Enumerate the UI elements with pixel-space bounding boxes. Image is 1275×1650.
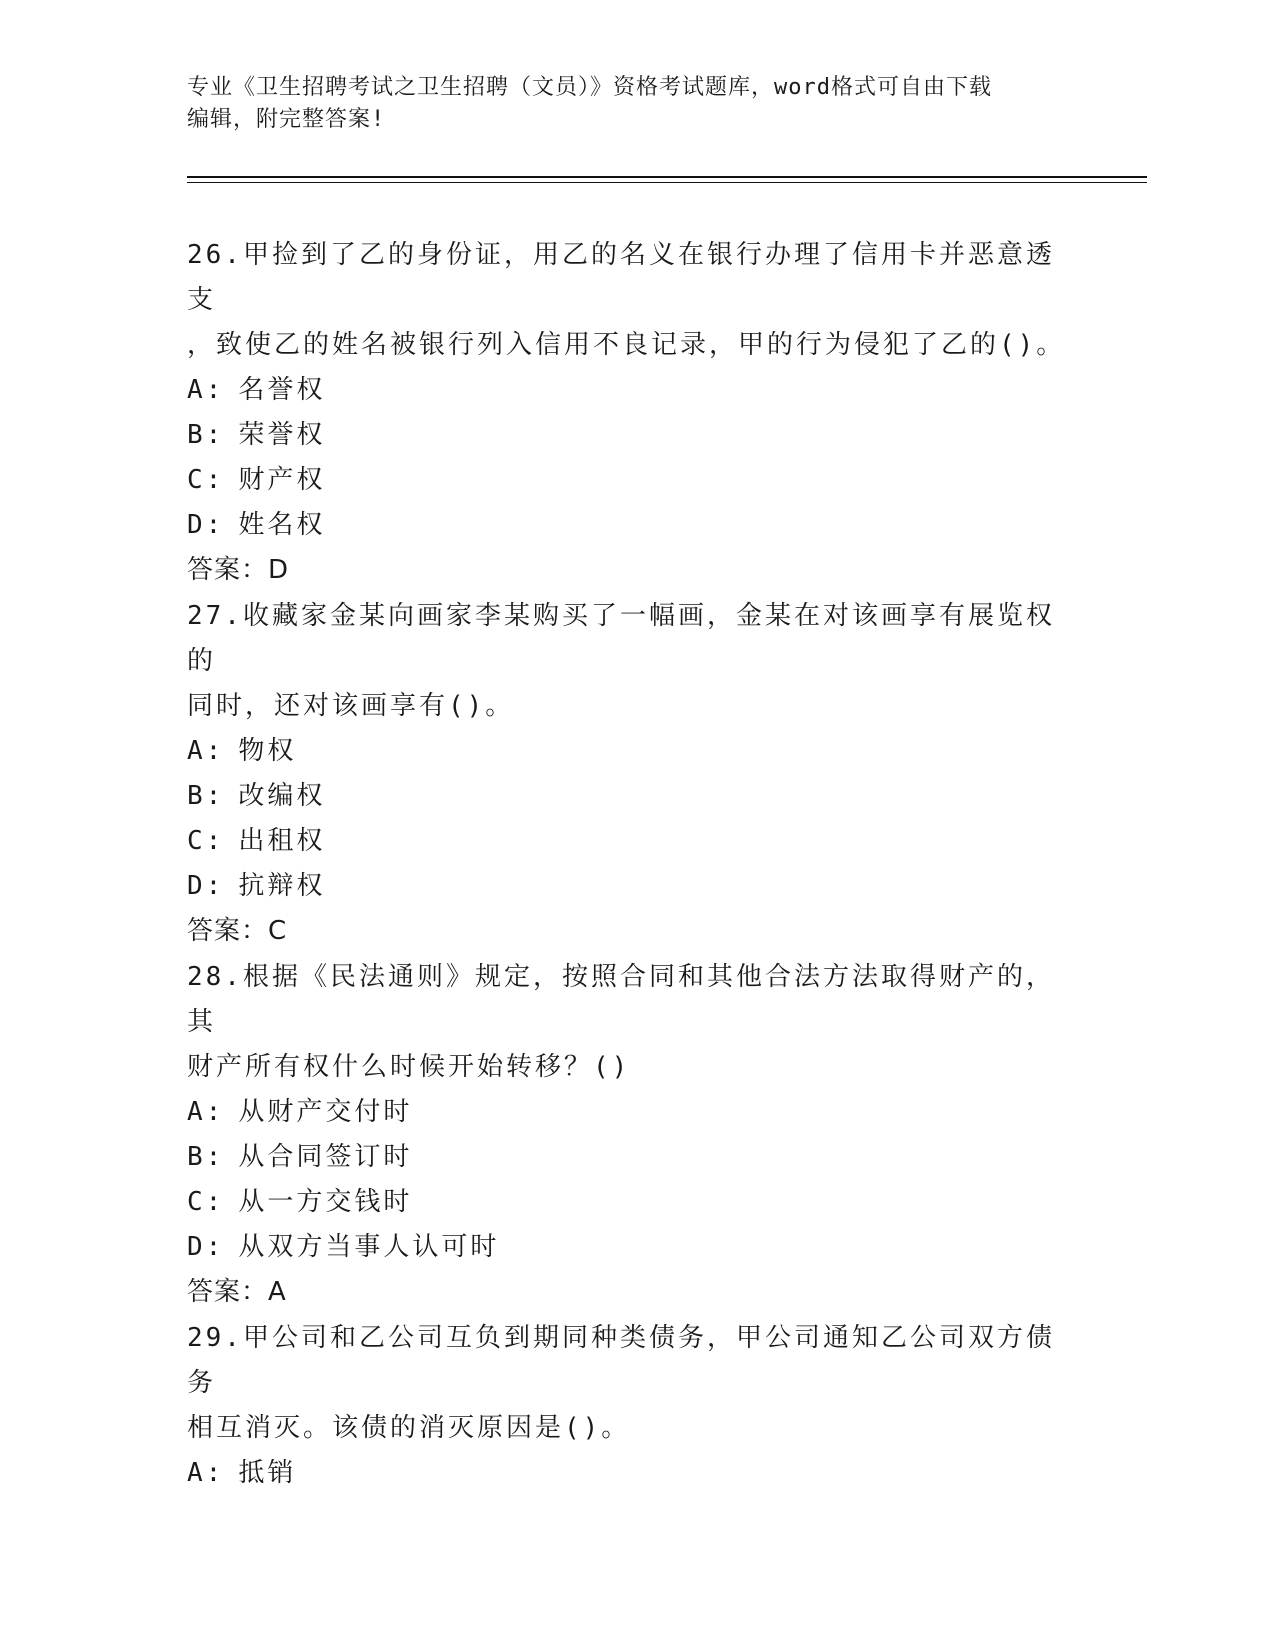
option-d: D: 抗辩权 xyxy=(187,871,326,901)
option-a: A: 名誉权 xyxy=(187,375,326,405)
option-b: B: 改编权 xyxy=(187,781,326,811)
option-a: A: 从财产交付时 xyxy=(187,1097,413,1127)
option-c: C: 财产权 xyxy=(187,465,326,495)
header-line-1: 专业《卫生招聘考试之卫生招聘（文员）》资格考试题库，word格式可自由下载 xyxy=(187,75,992,100)
answer-label: 答案： xyxy=(187,1277,269,1307)
header-divider-thin xyxy=(187,182,1147,183)
question-26 xyxy=(187,233,1067,593)
answer-line xyxy=(187,909,1067,954)
answer-label: 答案： xyxy=(187,555,269,585)
question-text-line-2: 相互消灭。该债的消灭原因是()。 xyxy=(187,1413,631,1443)
answer-value: C xyxy=(268,916,288,946)
answer-line xyxy=(187,1270,1067,1315)
question-text-line-2: 同时，还对该画享有()。 xyxy=(187,691,515,721)
option-c: C: 出租权 xyxy=(187,826,326,856)
option-b: B: 荣誉权 xyxy=(187,420,326,450)
option-c: C: 从一方交钱时 xyxy=(187,1187,413,1217)
option-b: B: 从合同签订时 xyxy=(187,1142,413,1172)
option-a: A: 物权 xyxy=(187,736,297,766)
answer-line xyxy=(187,548,1067,593)
question-29 xyxy=(187,1316,1067,1496)
question-text-line-2: ，致使乙的姓名被银行列入信用不良记录，甲的行为侵犯了乙的()。 xyxy=(187,330,1066,360)
question-text-line-2: 财产所有权什么时候开始转移？() xyxy=(187,1052,631,1082)
answer-value: A xyxy=(268,1277,287,1307)
question-27 xyxy=(187,594,1067,954)
option-d: D: 从双方当事人认可时 xyxy=(187,1232,500,1262)
question-text-line-1: 28.根据《民法通则》规定，按照合同和其他合法方法取得财产的，其 xyxy=(187,962,1055,1037)
question-28 xyxy=(187,955,1067,1315)
option-a: A: 抵销 xyxy=(187,1458,297,1488)
question-text-line-1: 27.收藏家金某向画家李某购买了一幅画，金某在对该画享有展览权的 xyxy=(187,601,1055,676)
question-text-line-1: 26.甲捡到了乙的身份证，用乙的名义在银行办理了信用卡并恶意透支 xyxy=(187,240,1055,315)
option-d: D: 姓名权 xyxy=(187,510,326,540)
header-line-2: 编辑，附完整答案! xyxy=(187,107,386,132)
document-header xyxy=(187,72,1087,136)
answer-value: D xyxy=(268,555,290,585)
answer-label: 答案： xyxy=(187,916,269,946)
header-divider-thick xyxy=(187,176,1147,178)
question-text-line-1: 29.甲公司和乙公司互负到期同种类债务，甲公司通知乙公司双方债务 xyxy=(187,1323,1055,1398)
